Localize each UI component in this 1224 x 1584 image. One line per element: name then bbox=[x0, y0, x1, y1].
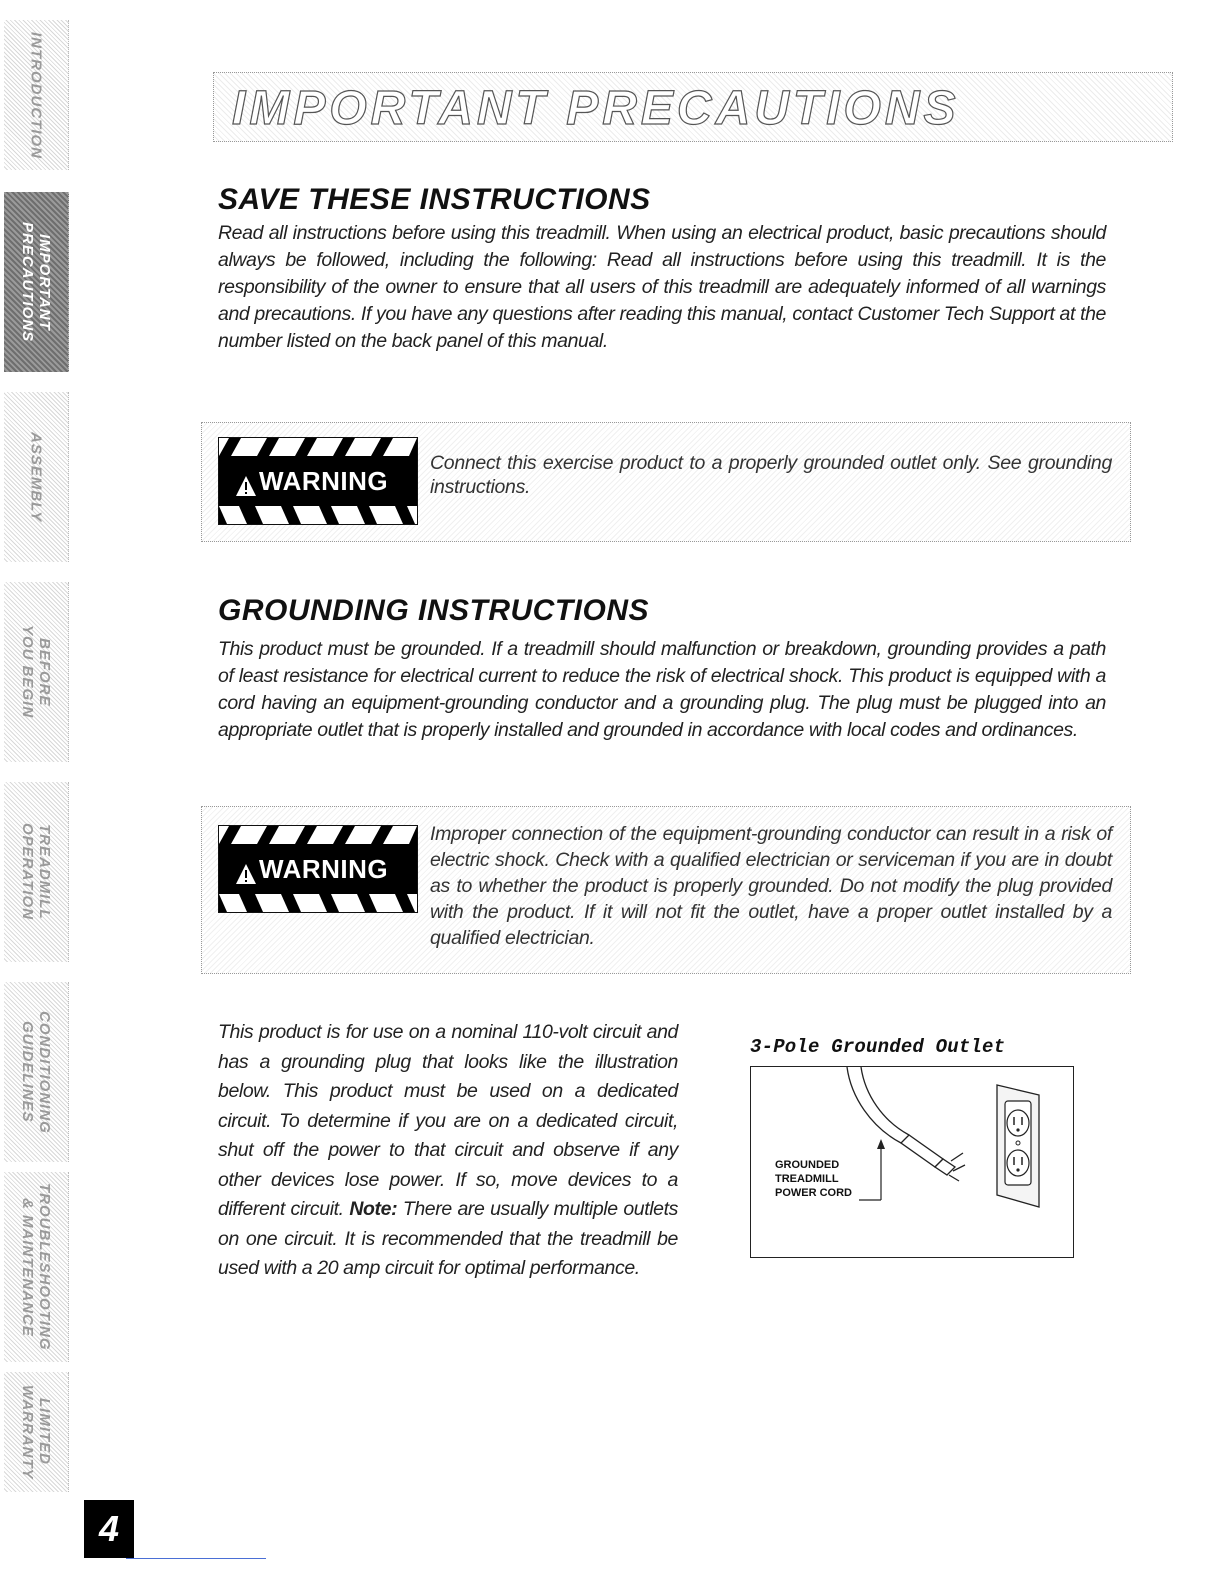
side-tab-label: TROUBLESHOOTING & MAINTENANCE bbox=[19, 1183, 53, 1351]
title-banner bbox=[213, 72, 1173, 142]
warning-label bbox=[218, 825, 418, 913]
side-tab-label: INTRODUCTION bbox=[27, 31, 45, 159]
circuit-info-text-part1: This product is for use on a nominal 110-volt circuit and has a grounding plug that looks like the illustration below. This product must be used on a dedicated circuit. To determine if you are on a dedicated circuit, shut off the power to that circuit and observe if any other devices lose power. If so, move devices to a different circuit. bbox=[218, 1021, 678, 1220]
side-tab-label: TREADMILL OPERATION bbox=[19, 823, 53, 921]
warning-label-text: WARNING bbox=[259, 466, 389, 496]
save-instructions-heading: SAVE THESE INSTRUCTIONS bbox=[218, 183, 651, 216]
warning-box-improper-connection bbox=[201, 806, 1131, 974]
side-tab-assembly[interactable] bbox=[4, 392, 69, 562]
save-instructions-body: Read all instructions before using this treadmill. When using an electrical product, basic precautions should always be followed, including the following: Read all instructions before using this treadmill. It is the responsibility of the owner to ensure that all users of this treadmill are adequately informed of all warnings and precautions. If you have any questions after reading this manual, contact Customer Tech Support at the number listed on the back panel of this manual. bbox=[218, 222, 1106, 352]
figure-label-line3: POWER CORD bbox=[775, 1187, 852, 1199]
figure-label-line1: GROUNDED bbox=[775, 1159, 840, 1171]
figure-caption: 3-Pole Grounded Outlet bbox=[750, 1036, 1006, 1058]
note-label: Note: bbox=[349, 1198, 398, 1220]
side-tab-introduction[interactable] bbox=[4, 20, 69, 170]
warning-text-improper-connection: Improper connection of the equipment-grounding conductor can result in a risk of electric shock. Check with a qualified electrician or serviceman if you are in doubt as to whether the product is properly grounded. Do not modify the plug provided with the product. If it will not fit the outlet, have a proper outlet installed by a qualified electrician. bbox=[430, 823, 1112, 949]
side-tab-treadmill-operation[interactable] bbox=[4, 782, 69, 962]
bottom-rule bbox=[126, 1558, 266, 1559]
side-tabs bbox=[0, 0, 70, 1490]
side-tab-conditioning-guidelines[interactable] bbox=[4, 982, 69, 1162]
warning-label-text: WARNING bbox=[259, 854, 389, 884]
side-tab-important-precautions[interactable] bbox=[4, 192, 69, 372]
side-tab-label: LIMITED WARRANTY bbox=[19, 1384, 53, 1480]
side-tab-label: CONDITIONING GUIDELINES bbox=[19, 1010, 53, 1134]
page-number: 4 bbox=[84, 1500, 134, 1558]
side-tab-label: BEFORE YOU BEGIN bbox=[19, 625, 53, 719]
side-tab-label: ASSEMBLY bbox=[27, 431, 45, 523]
side-tab-before-you-begin[interactable] bbox=[4, 582, 69, 762]
side-tab-troubleshooting-maintenance[interactable] bbox=[4, 1172, 69, 1362]
warning-label bbox=[218, 437, 418, 525]
circuit-info-text-part2: There are usually multiple outlets on one circuit. It is recommended that the treadmill be used with a 20 amp circuit for optimal performance. bbox=[218, 1198, 678, 1279]
grounding-instructions-body: This product must be grounded. If a treadmill should malfunction or breakdown, grounding provides a path of least resistance for electrical current to reduce the risk of electrical shock. This product is equipped with a cord having an equipment-grounding conductor and a grounding plug. The plug must be plugged into an appropriate outlet that is properly installed and grounded in accordance with local codes and ordinances. bbox=[218, 638, 1106, 741]
page-title: IMPORTANT PRECAUTIONS bbox=[232, 82, 960, 135]
side-tab-limited-warranty[interactable] bbox=[4, 1372, 69, 1492]
grounding-instructions-heading: GROUNDING INSTRUCTIONS bbox=[218, 594, 649, 627]
warning-text-grounded-outlet: Connect this exercise product to a properly grounded outlet only. See grounding instructions. bbox=[430, 452, 1112, 498]
outlet-figure bbox=[750, 1066, 1074, 1258]
circuit-info-text bbox=[218, 1018, 678, 1284]
figure-label-line2: TREADMILL bbox=[775, 1173, 839, 1185]
warning-box-grounded-outlet bbox=[201, 422, 1131, 542]
side-tab-label: IMPORTANT PRECAUTIONS bbox=[19, 221, 53, 343]
